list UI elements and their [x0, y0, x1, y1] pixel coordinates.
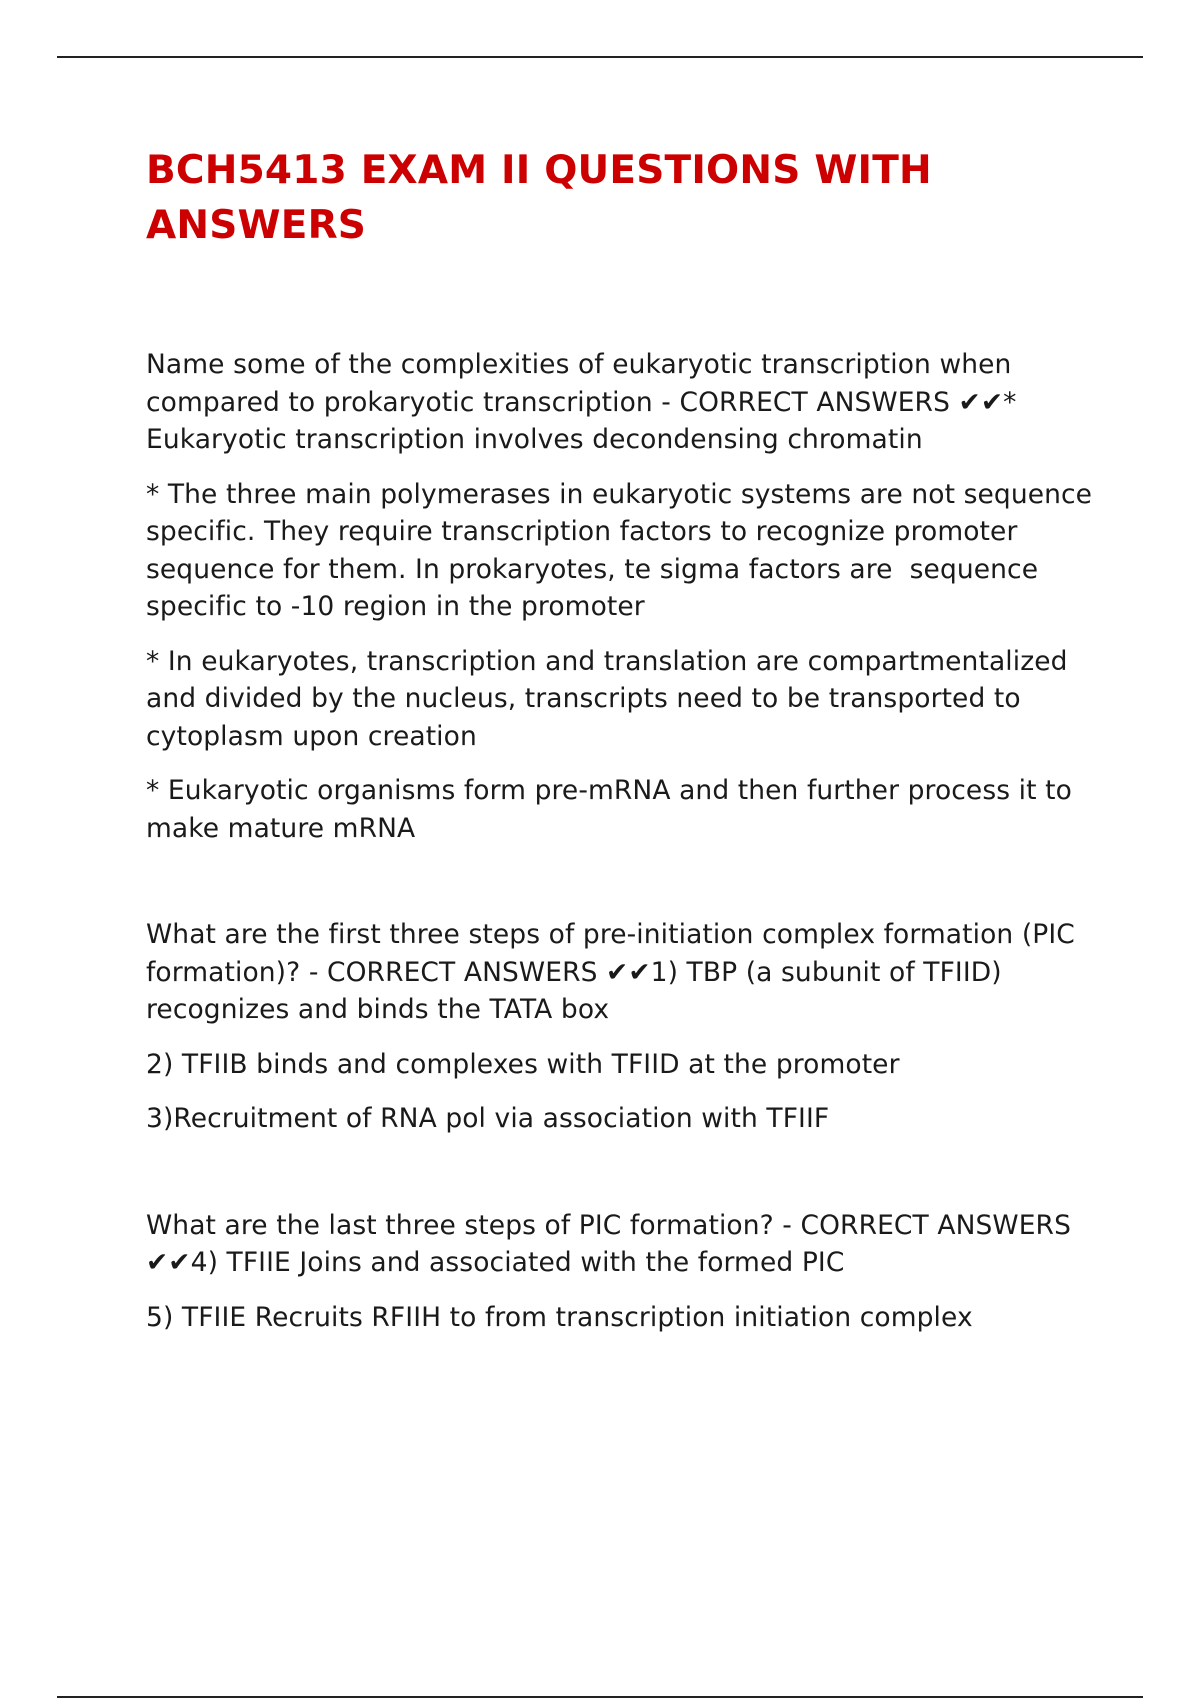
header-rule	[57, 56, 1143, 58]
title-line-1: BCH5413 EXAM II QUESTIONS WITH	[146, 148, 932, 193]
document-title	[146, 143, 1106, 253]
qa-block-1	[146, 346, 1106, 847]
qa-block-2	[146, 916, 1106, 1138]
qa-2-question: What are the first three steps of pre-initiation complex formation (PIC formation)? - CORRECT ANSWERS ✔✔1) TBP (a subunit of TFIID) recognizes and binds the TATA box	[146, 919, 1084, 1025]
qa-2-answer-step-2: 2) TFIIB binds and complexes with TFIID at the promoter	[146, 1048, 900, 1080]
qa-1-answer-point-3: * In eukaryotes, transcription and translation are compartmentalized and divided by the nucleus, transcripts need to be transported to cytoplasm upon creation	[146, 645, 1077, 752]
qa-block-3	[146, 1207, 1106, 1337]
qa-2-answer-step-3: 3)Recruitment of RNA pol via association with TFIIF	[146, 1103, 830, 1134]
title-line-2: ANSWERS	[146, 203, 367, 248]
qa-1-answer-point-4: * Eukaryotic organisms form pre-mRNA and then further process it to make mature mRNA	[146, 775, 1081, 844]
qa-3-answer-step-5: 5) TFIIE Recruits RFIIH to from transcription initiation complex	[146, 1301, 973, 1333]
footer-rule	[57, 1696, 1143, 1698]
qa-3-question: What are the last three steps of PIC formation? - CORRECT ANSWERS ✔✔4) TFIIE Joins and associated with the formed PIC	[146, 1209, 1080, 1278]
qa-1-question: Name some of the complexities of eukaryotic transcription when compared to prokaryotic transcription - CORRECT ANSWERS ✔✔* Eukaryotic transcription involves decondensing chromatin	[146, 349, 1026, 455]
qa-1-answer-point-2: * The three main polymerases in eukaryotic systems are not sequence specific. They require transcription factors to recognize promoter sequence for them. In prokaryotes, te sigma factors are sequence specific to -10 region in the promoter	[146, 478, 1101, 622]
document-body	[146, 143, 1106, 1336]
